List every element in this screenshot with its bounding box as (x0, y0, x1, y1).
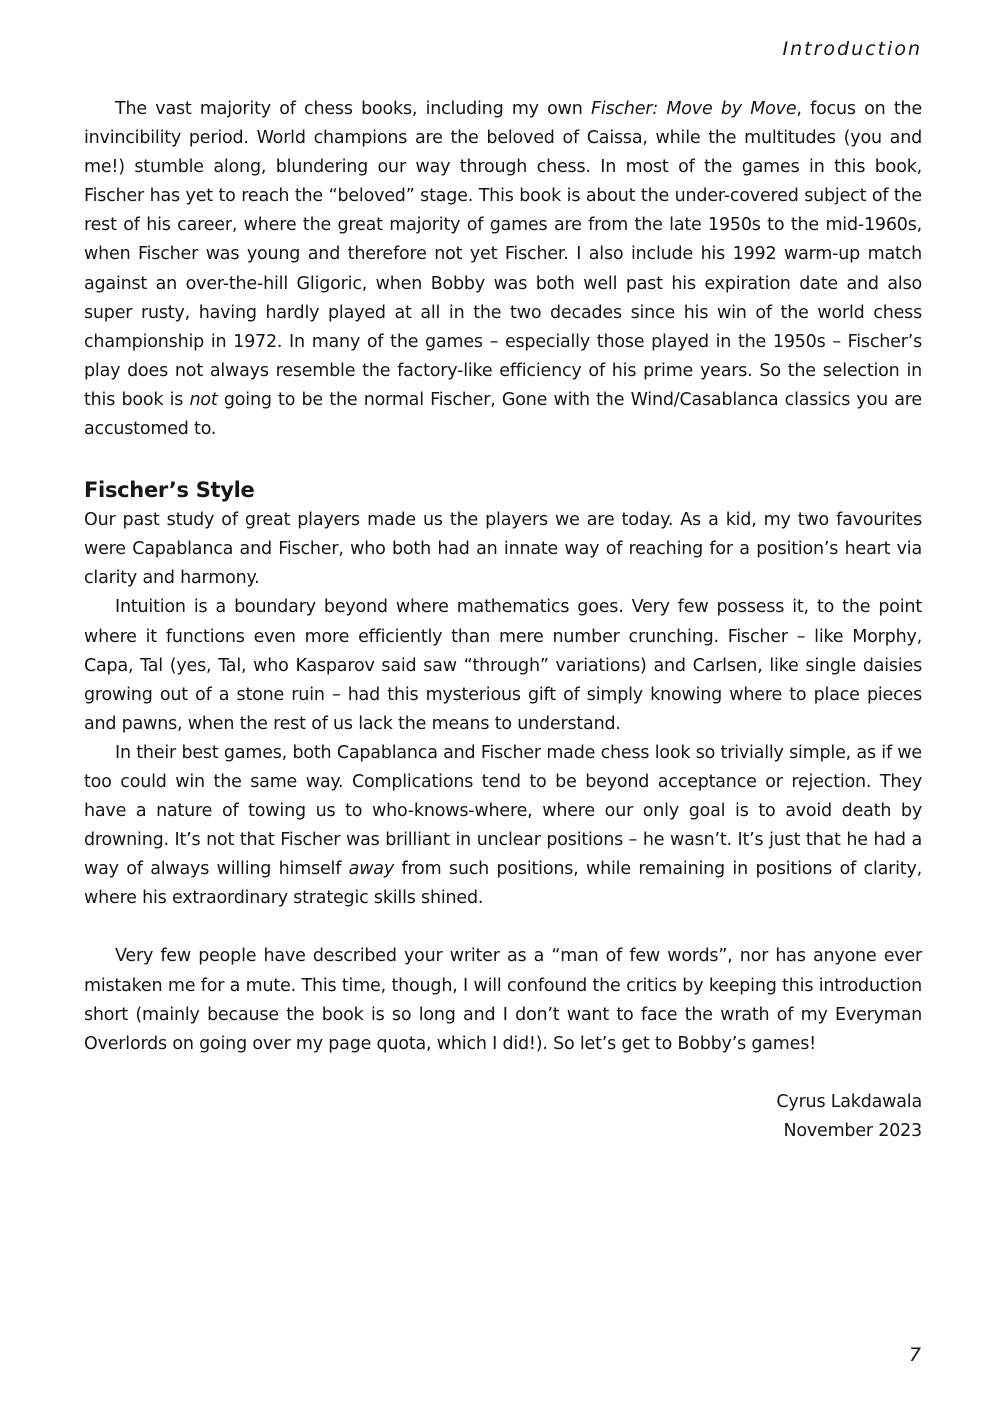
style-paragraph-2: Intuition is a boundary beyond where mathematics goes. Very few possess it, to the point where it functions even more efficiently than mere number crunching. Fischer – like Morphy, Capa, Tal (yes, Tal, who Kasparov said saw “through” variations) and Carlsen, like single daisies growing out of a stone ruin – had this mysterious gift of simply knowing where to place pieces and pawns, when the rest of us lack the means to understand. (84, 597, 922, 734)
intro-text-part-1: The vast majority of chess books, including my own (115, 99, 592, 119)
style-paragraph-1: Our past study of great players made us the players we are today. As a kid, my two favourites were Capablanca and Fischer, who both had an innate way of reaching for a position’s heart via clarity and harmony. (84, 510, 922, 589)
intro-text-part-3: going to be the normal Fischer, Gone with the Wind/Casablanca classics you are accustomed to. (84, 389, 922, 440)
author-name: Cyrus Lakdawala (776, 1091, 922, 1112)
emphasis-away: away (348, 859, 394, 880)
closing-paragraph: Very few people have described your writer as a “man of few words”, nor has anyone ever mistaken me for a mute. This time, though, I will confound the critics by keeping this introduction short (mainly because the book is so long and I don’t want to face the wrath of my Everyman Overlords on going over my page quota, which I did!). So let’s get to Bobby’s games! (84, 946, 922, 1054)
running-head: Introduction (782, 38, 922, 60)
main-text (84, 95, 922, 1146)
signature-block (84, 1088, 922, 1146)
emphasis-not: not (189, 389, 218, 410)
book-title: Fischer: Move by Move (591, 99, 797, 119)
page-number: 7 (908, 1344, 921, 1366)
section-heading: Fischer’s Style (84, 478, 255, 503)
intro-paragraph (84, 95, 922, 444)
signature-date: November 2023 (783, 1120, 922, 1141)
style-paragraph-3 (84, 739, 922, 914)
style-p3-part-1: In their best games, both Capablanca and Fischer made chess look so trivially simple, as if we too could win the same way. Complications tend to be beyond acceptance or rejection. They have a nature of towing us to who-knows-where, where our only goal is to avoid death by drowning. It’s not that Fischer was brilliant in unclear positions – he wasn’t. It’s just that he had a way of always willing himself (84, 742, 922, 880)
style-p3-part-2: from such positions, while remaining in positions of clarity, where his extraordinary strategic skills shined. (84, 859, 922, 909)
paragraph-gap (84, 913, 922, 942)
intro-text-part-2: , focus on the invincibility period. World champions are the beloved of Caissa, while the multitudes (you and me!) stumble along, blundering our way through chess. In most of the games in this book, Fischer has yet to reach the “beloved” stage. This book is about the under-covered subject of the rest of his career, where the great majority of games are from the late 1950s to the mid-1960s, when Fischer was young and therefore not yet Fischer. I also include his 1992 warm-up match against an over-the-hill Gligoric, when Bobby was both well past his expiration date and also super rusty, having hardly played at all in the two decades since his win of the world chess championship in 1972. In many of the games – especially those played in the 1950s – Fischer’s play does not always resemble the factory-like efficiency of his prime years. So the selection in this book is (84, 99, 923, 410)
